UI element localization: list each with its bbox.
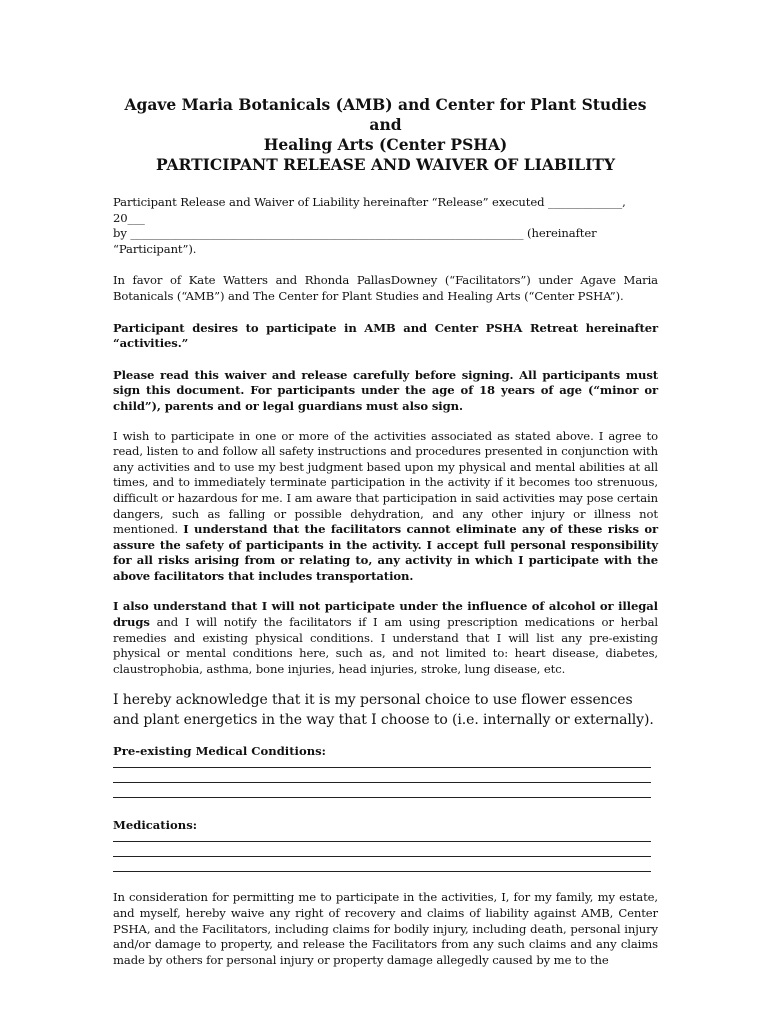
medications-label: Medications: xyxy=(113,818,198,833)
wish-text: I wish to participate in one or more of the activities associated as stated above. I agree to read, listen to and follow all safety instructions and procedures presented in conjunction with any activities and to use my best judgment based upon my physical and mental abilities at all times, and to immediately terminate participation in the activity if it becomes too strenuous, difficult or hazardous for me. I am aware that participation in said activities may pose certain dangers, such as falling or possible dehydration, and any other injury or illness not mentioned. xyxy=(113,428,658,537)
title-line-2: Healing Arts (Center PSHA) xyxy=(263,135,508,154)
please-read-paragraph: Please read this waiver and release carefully before signing. All participants must sign this document. For participants under the age of 18 years of age (“minor or child”), parents and or legal guardians must also sign. xyxy=(113,367,658,413)
wish-bold-text: I understand that the facilitators cannot eliminate any of these risks or assure the safety of participants in the activity. I accept full personal responsibility for all risks arising from or relating to, any activity in which I participate with the above facilitators that includes transportation. xyxy=(113,522,658,583)
preexisting-label: Pre-existing Medical Conditions: xyxy=(113,744,326,759)
consideration-paragraph: In consideration for permitting me to participate in the activities, I, for my family, my estate, and myself, hereby waive any right of recovery and claims of liability against AMB, Center PSHA, and the Facilitators, including claims for bodily injury, including death, personal injury and/or damage to property, and release the Facilitators from any such claims and any claims made by others for personal injury or property damage allegedly caused by me to the xyxy=(113,890,658,967)
intro-line-1: Participant Release and Waiver of Liability hereinafter “Release” executed _____________, 20___ xyxy=(113,195,626,225)
alcohol-text: and I will notify the facilitators if I am using prescription medications or herbal remedies and existing physical conditions. I understand that I will list any pre-existing physical or mental conditions here, such as, and not limited to: heart disease, diabetes, claustrophobia, asthma, bone injuries, head injuries, stroke, lung disease, etc. xyxy=(113,615,658,676)
alcohol-paragraph xyxy=(113,599,658,677)
wish-paragraph xyxy=(113,429,658,585)
intro-line-2: by _____________________________________________________________________ (hereinafter “Participant”). xyxy=(113,226,597,256)
acknowledge-paragraph: I hereby acknowledge that it is my personal choice to use flower essences and plant energetics in the way that I choose to (i.e. internally or externally). xyxy=(113,692,654,728)
title-line-3: PARTICIPANT RELEASE AND WAIVER OF LIABILITY xyxy=(155,155,616,174)
alcohol-bold-text: I also understand that I will not participate under the influence of alcohol or illegal drugs xyxy=(113,599,658,630)
favor-paragraph: In favor of Kate Watters and Rhonda PallasDowney (“Facilitators”) under Agave Maria Botanicals (“AMB”) and The Center for Plant Studies and Healing Arts (“Center PSHA”). xyxy=(113,273,658,303)
title-line-1: Agave Maria Botanicals (AMB) and Center for Plant Studies and xyxy=(124,95,647,134)
document-body xyxy=(113,95,658,968)
desire-paragraph: Participant desires to participate in AMB and Center PSHA Retreat hereinafter “activities.” xyxy=(113,320,658,351)
